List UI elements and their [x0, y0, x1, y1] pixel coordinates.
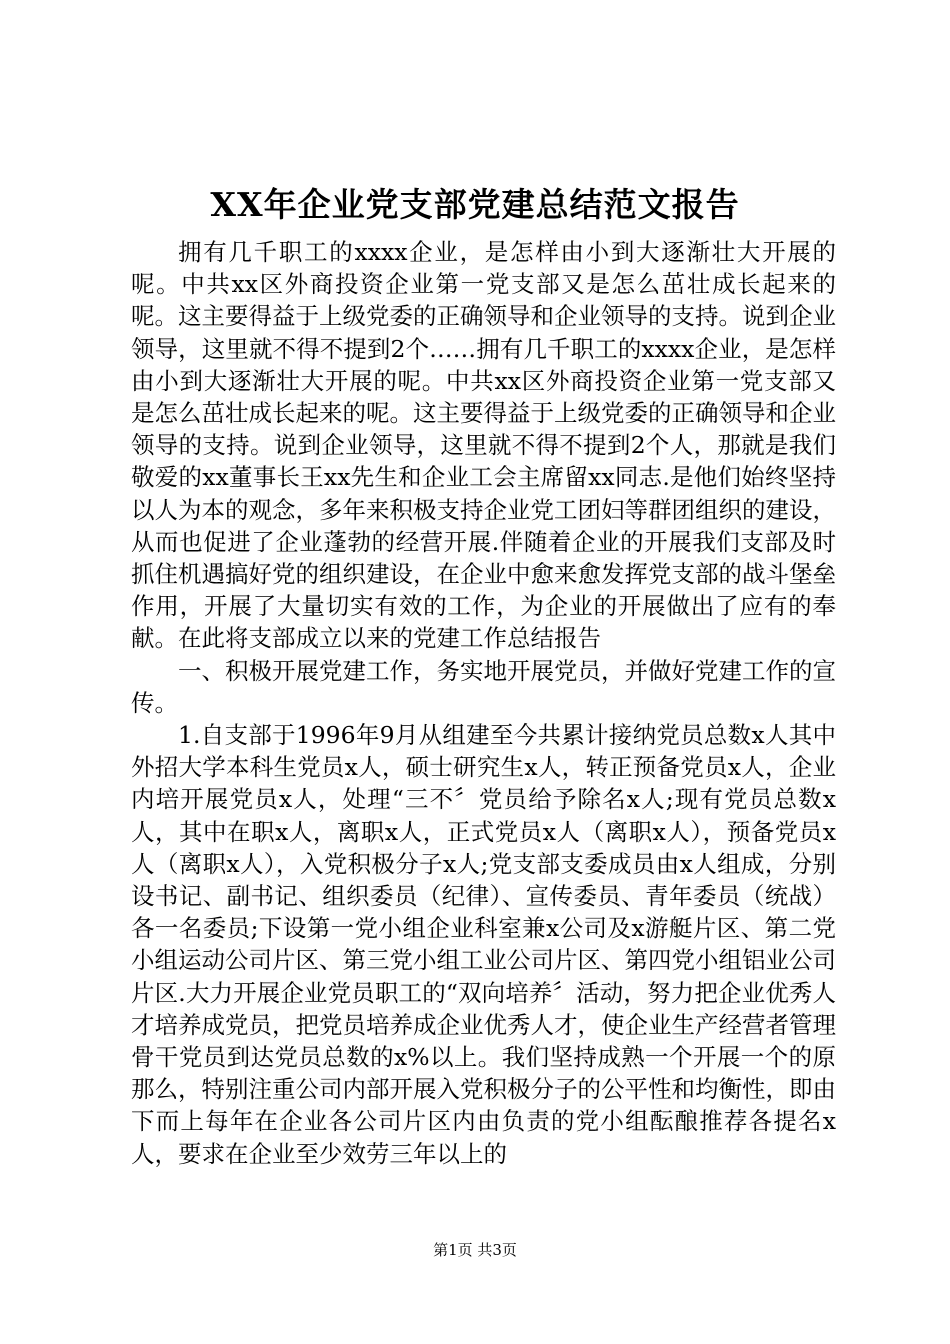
page-footer: 第1页 共3页	[433, 1241, 517, 1259]
paragraph-intro: 拥有几千职工的xxxx企业，是怎样由小到大逐渐壮大开展的呢。中共xx区外商投资企业第一党支部又是怎么茁壮成长起来的呢。这主要得益于上级党委的正确领导和企业领导的支持。说到企业领导，这里就不得不提到2个……拥有几千职工的xxxx企业，是怎样由小到大逐渐壮大开展的呢。中共xx区外商投资企业第一党支部又是怎么茁壮成长起来的呢。这主要得益于上级党委的正确领导和企业领导的支持。说到企业领导，这里就不得不提到2个人，那就是我们敬爱的xx董事长王xx先生和企业工会主席留xx同志.是他们始终坚持以人为本的观念，多年来积极支持企业党工团妇等群团组织的建设，从而也促进了企业蓬勃的经营开展.伴随着企业的开展我们支部及时抓住机遇搞好党的组织建设，在企业中愈来愈发挥党支部的战斗堡垒作用，开展了大量切实有效的工作，为企业的开展做出了应有的奉献。在此将支部成立以来的党建工作总结报告	[131, 238, 836, 653]
paragraph-item-1: 1.自支部于1996年9月从组建至今共累计接纳党员总数x人其中外招大学本科生党员x人，硕士研究生x人，转正预备党员x人，企业内培开展党员x人，处理“三不〞党员给予除名x人;现有党员总数x人，其中在职x人，离职x人，正式党员x人（离职x人），预备党员x人（离职x人），入党积极分子x人;党支部支委成员由x人组成，分别设书记、副书记、组织委员（纪律）、宣传委员、青年委员（统战）各一名委员;下设第一党小组企业科室兼x公司及x游艇片区、第二党小组运动公司片区、第三党小组工业公司片区、第四党小组铝业公司片区.大力开展企业党员职工的“双向培养〞活动，努力把企业优秀人才培养成党员，把党员培养成企业优秀人才，使企业生产经营者管理骨干党员到达党员总数的x%以上。我们坚持成熟一个开展一个的原那么，特别注重公司内部开展入党积极分子的公平性和均衡性，即由下而上每年在企业各公司片区内由负责的党小组酝酿推荐各提名x人，要求在企业至少效劳三年以上的	[131, 721, 836, 1168]
paragraph-section-heading: 一、积极开展党建工作，务实地开展党员，并做好党建工作的宣传。	[131, 656, 836, 717]
document-title: XX年企业党支部党建总结范文报告	[210, 185, 740, 224]
document-body	[131, 236, 836, 1170]
